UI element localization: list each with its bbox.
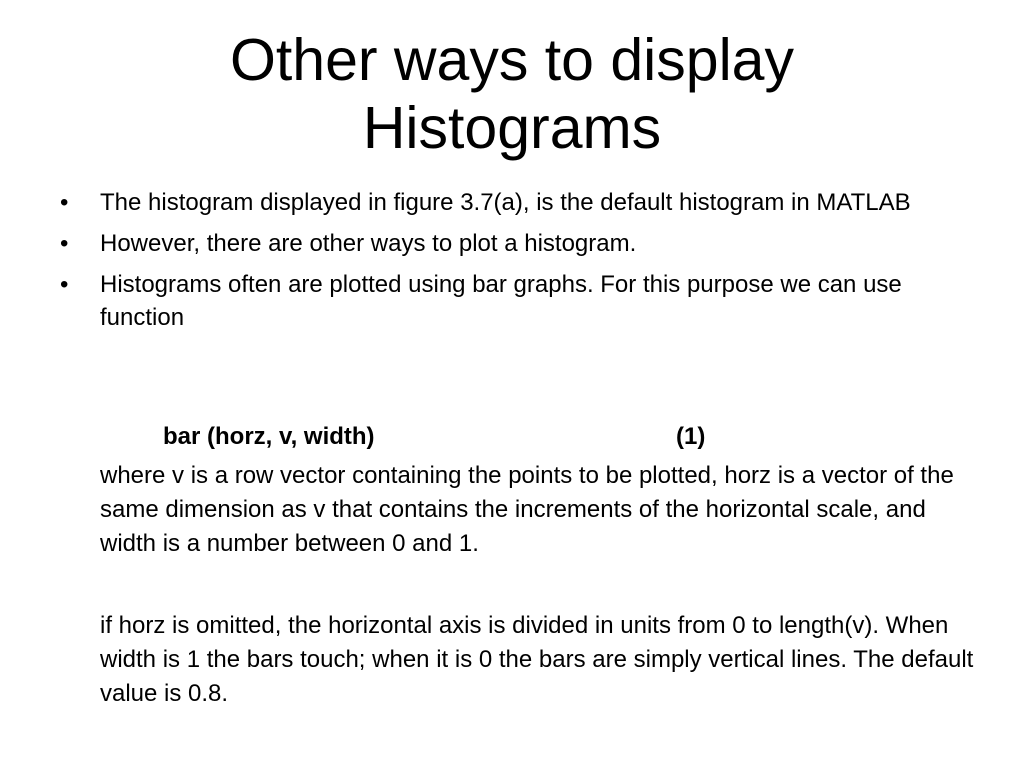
bullet-text: However, there are other ways to plot a histogram.: [100, 230, 637, 257]
slide-title-line-2: Histograms: [362, 95, 662, 161]
bullet-marker: •: [60, 230, 69, 257]
bullet-item: [60, 268, 960, 334]
bullet-list: [60, 186, 960, 342]
bullet-text: The histogram displayed in figure 3.7(a), is the default histogram in MATLAB: [100, 189, 911, 216]
formula-expression: bar (horz, v, width): [163, 423, 375, 450]
slide-title: [0, 26, 1024, 162]
formula-line: [163, 420, 723, 453]
bullet-item: [60, 186, 960, 219]
bullet-marker: •: [60, 189, 69, 216]
explanation-paragraph-1: where v is a row vector containing the points to be plotted, horz is a vector of the same dimension as v that contains the increments of the horizontal scale, and width is a number between 0 and 1.: [100, 462, 954, 557]
explanation-paragraph-2: if horz is omitted, the horizontal axis is divided in units from 0 to length(v). When width is 1 the bars touch; when it is 0 the bars are simply vertical lines. The default value is 0.8.: [100, 612, 974, 707]
slide-title-line-1: Other ways to display: [229, 27, 794, 93]
bullet-marker: •: [60, 271, 69, 298]
bullet-item: [60, 227, 960, 260]
bullet-text: Histograms often are plotted using bar graphs. For this purpose we can use function: [100, 271, 902, 331]
formula-number: (1): [676, 423, 706, 450]
